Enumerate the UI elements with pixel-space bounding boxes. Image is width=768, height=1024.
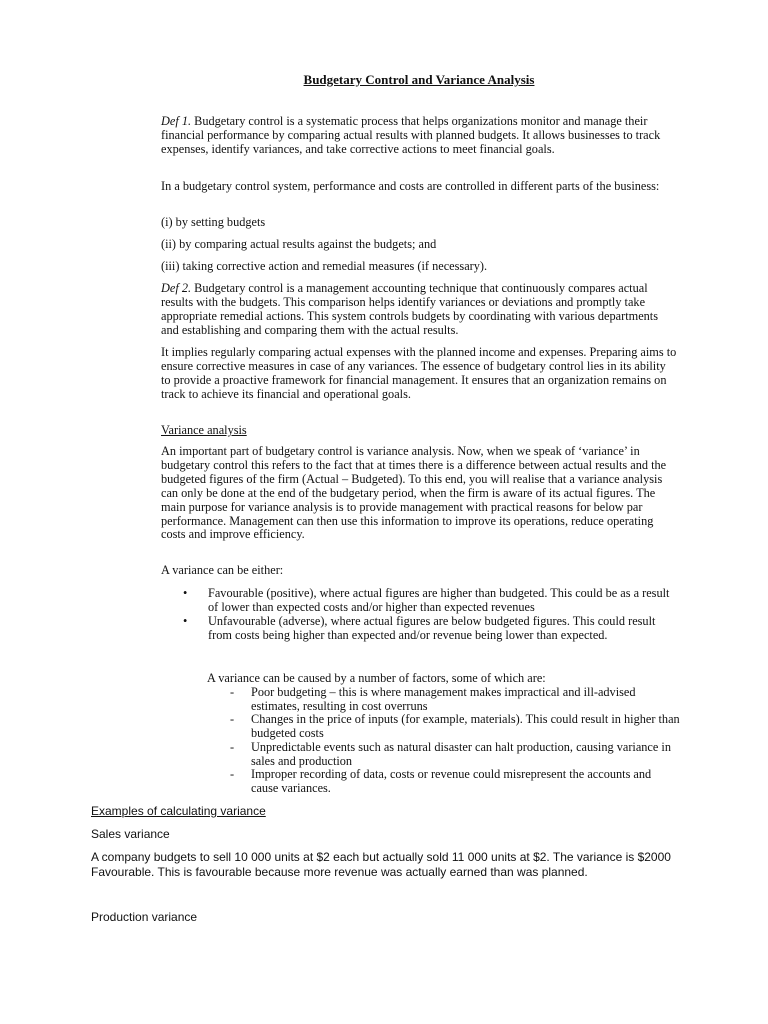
def2-text: Budgetary control is a management accounting technique that continuously compares actual results with the budgets. This comparison helps identify variances or deviations and promptly take appropriate remedial actions. This system controls budgets by coordinating with various departments and establishing and comparing them with the actual results.	[161, 281, 659, 337]
sales-variance-heading: Sales variance	[91, 827, 170, 841]
step-1: (i) by setting budgets	[161, 215, 266, 229]
definition-2	[161, 282, 677, 338]
bullet-text: Unfavourable (adverse), where actual figures are below budgeted figures. This could result from costs being higher than expected and/or revenue being lower than expected.	[208, 614, 656, 642]
def2-label: Def 2.	[161, 281, 192, 295]
cause-text: Changes in the price of inputs (for example, materials). This could result in higher than budgeted costs	[251, 712, 680, 740]
page-title: Budgetary Control and Variance Analysis	[303, 72, 535, 87]
intro-paragraph: In a budgetary control system, performance and costs are controlled in different parts of the business:	[161, 179, 660, 193]
examples-heading	[91, 804, 671, 819]
dash-icon: -	[230, 712, 235, 726]
def1-label: Def 1.	[161, 114, 192, 128]
sales-variance-paragraph: A company budgets to sell 10 000 units at $2 each but actually sold 11 000 units at $2. The variance is $2000 Favourable. This is favourable because more revenue was actually earned than was planned.	[91, 850, 671, 879]
variance-analysis-heading	[161, 424, 677, 438]
bullet-icon: •	[183, 586, 188, 600]
def1-text: Budgetary control is a systematic process that helps organizations monitor and manage their financial performance by comparing actual results with planned budgets. It allows businesses to track expenses, identify variances, and take corrective actions to meet financial goals.	[161, 114, 661, 156]
production-variance-heading: Production variance	[91, 910, 198, 924]
bullet-favourable	[183, 587, 677, 615]
bullet-unfavourable	[183, 615, 677, 643]
bullet-text: Favourable (positive), where actual figures are higher than budgeted. This could be as a result of lower than expected costs and/or higher than expected revenues	[208, 586, 670, 614]
variance-paragraph: An important part of budgetary control is variance analysis. Now, when we speak of ‘variance’ in budgetary control this refers to the fact that at times there is a difference between actual results and the budgeted figures of the firm (Actual – Budgeted). To this end, you will realise that a variance analysis can only be done at the end of the budgetary period, when the firm is aware of its actual figures. The main purpose for variance analysis is to provide management with practical reasons for below par performance. Management can then use this information to improve its operations, reduce operating costs and improve efficiency.	[161, 444, 667, 542]
either-line: A variance can be either:	[161, 563, 284, 577]
cause-item	[230, 768, 680, 796]
dash-icon: -	[230, 740, 235, 754]
cause-item	[230, 713, 680, 741]
cause-text: Poor budgeting – this is where management makes impractical and ill-advised estimates, resulting in cost overruns	[251, 685, 636, 713]
definition-1	[161, 115, 677, 157]
dash-icon: -	[230, 685, 235, 699]
bullet-icon: •	[183, 614, 188, 628]
step-2: (ii) by comparing actual results against the budgets; and	[161, 237, 437, 251]
variance-heading-text: Variance analysis	[161, 423, 247, 437]
examples-heading-text: Examples of calculating variance	[91, 804, 266, 818]
cause-item	[230, 741, 680, 769]
causes-intro: A variance can be caused by a number of factors, some of which are:	[207, 671, 546, 685]
cause-text: Improper recording of data, costs or revenue could misrepresent the accounts and cause variances.	[251, 767, 652, 795]
cause-text: Unpredictable events such as natural disaster can halt production, causing variance in sales and production	[251, 740, 671, 768]
implies-paragraph: It implies regularly comparing actual expenses with the planned income and expenses. Preparing aims to ensure corrective measures in case of any variances. The essence of budgetary control lies in its ability to provide a proactive framework for financial management. It ensures that an organization remains on track to achieve its financial and operational goals.	[161, 345, 677, 401]
step-3: (iii) taking corrective action and remedial measures (if necessary).	[161, 259, 488, 273]
cause-item	[230, 686, 680, 714]
dash-icon: -	[230, 767, 235, 781]
